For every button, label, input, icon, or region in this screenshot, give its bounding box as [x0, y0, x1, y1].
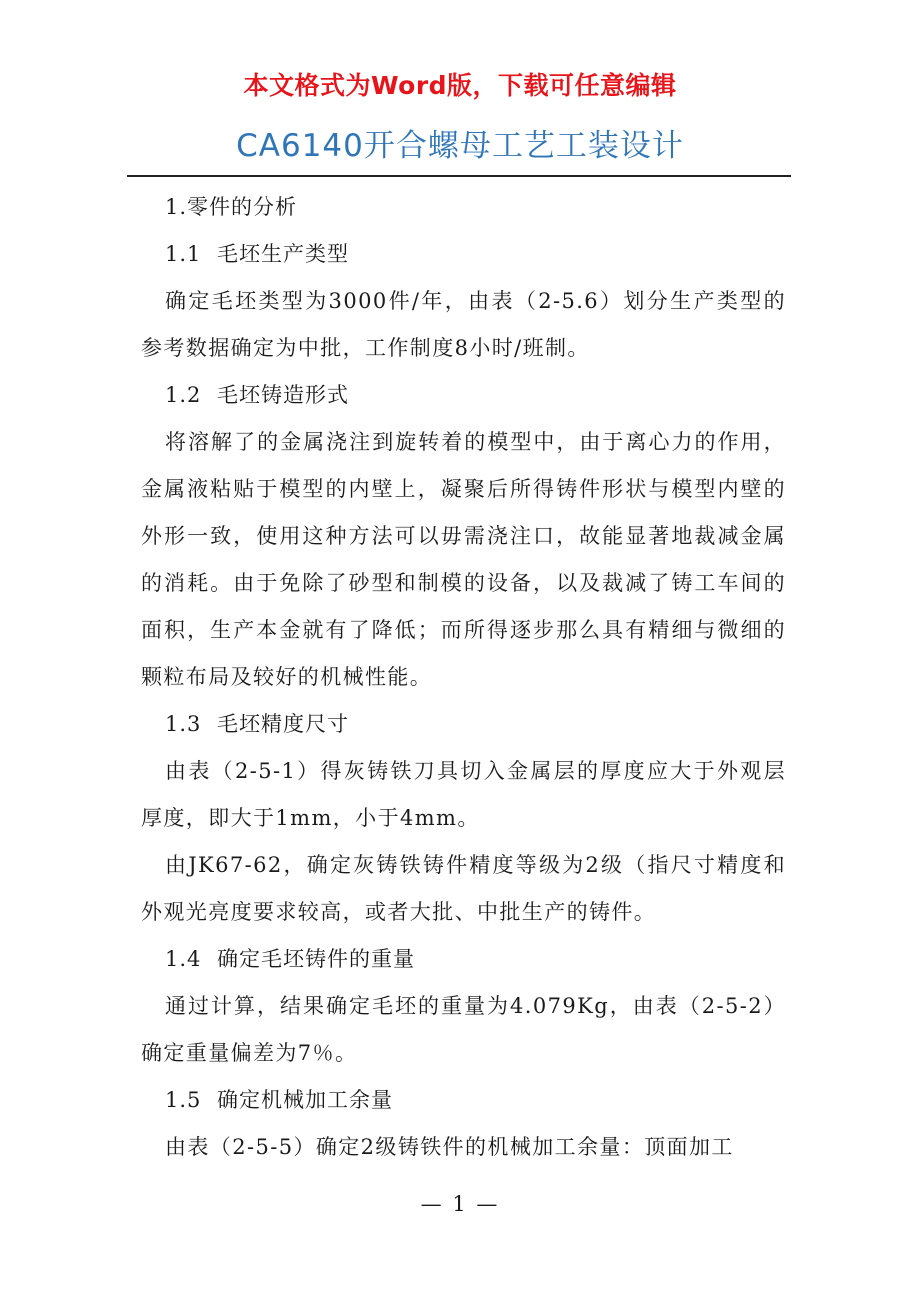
section-title: 毛坯生产类型: [217, 242, 349, 266]
paragraph: 由JK67-62，确定灰铸铁铸件精度等级为2级（指尺寸精度和外观光亮度要求较高，或者大批、中批生产的铸件。: [141, 853, 786, 924]
section-title: 毛坯精度尺寸: [217, 712, 349, 736]
section-heading: [141, 184, 786, 231]
paragraph: 确定毛坯类型为3000件/年，由表（2-5.6）划分生产类型的参考数据确定为中批，工作制度8小时/班制。: [141, 289, 786, 360]
paragraph: 由表（2-5-1）得灰铸铁刀具切入金属层的厚度应大于外观层厚度，即大于1mm，小于4mm。: [141, 759, 786, 830]
document-title: CA6140开合螺母工艺工装设计: [236, 128, 684, 164]
section-number: 1.5: [165, 1088, 202, 1112]
section-heading: [141, 372, 786, 419]
section-number: 1.3: [165, 712, 202, 736]
section-heading: [141, 936, 786, 983]
section-heading: [141, 1077, 786, 1124]
section-title: 确定机械加工余量: [217, 1088, 393, 1112]
section-title: 确定毛坯铸件的重量: [217, 947, 415, 971]
section-number: 1.1: [165, 242, 202, 266]
section-title: 毛坯铸造形式: [217, 383, 349, 407]
document-body: [141, 184, 786, 1171]
section-heading: [141, 701, 786, 748]
section-number: 1.4: [165, 947, 202, 971]
paragraph: 由表（2-5-5）确定2级铸铁件的机械加工余量：顶面加工: [165, 1135, 734, 1159]
section-heading: [141, 231, 786, 278]
title-divider: [127, 175, 791, 177]
format-banner: 本文格式为Word版，下载可任意编辑: [243, 71, 677, 100]
paragraph: 将溶解了的金属浇注到旋转着的模型中，由于离心力的作用，金属液粘贴于模型的内壁上，凝聚后所得铸件形状与模型内壁的外形一致，使用这种方法可以毋需浇注口，故能显著地裁减金属的消耗。由于免除了砂型和制模的设备，以及裁减了铸工车间的面积，生产本金就有了降低；而所得逐步那么具有精细与微细的颗粒布局及较好的机械性能。: [141, 430, 786, 689]
paragraph: 通过计算，结果确定毛坯的重量为4.079Kg，由表（2-5-2）确定重量偏差为7％。: [141, 994, 786, 1065]
page-number: — 1 —: [420, 1192, 500, 1216]
section-number: 1.零件的分析: [165, 195, 298, 219]
section-number: 1.2: [165, 383, 202, 407]
